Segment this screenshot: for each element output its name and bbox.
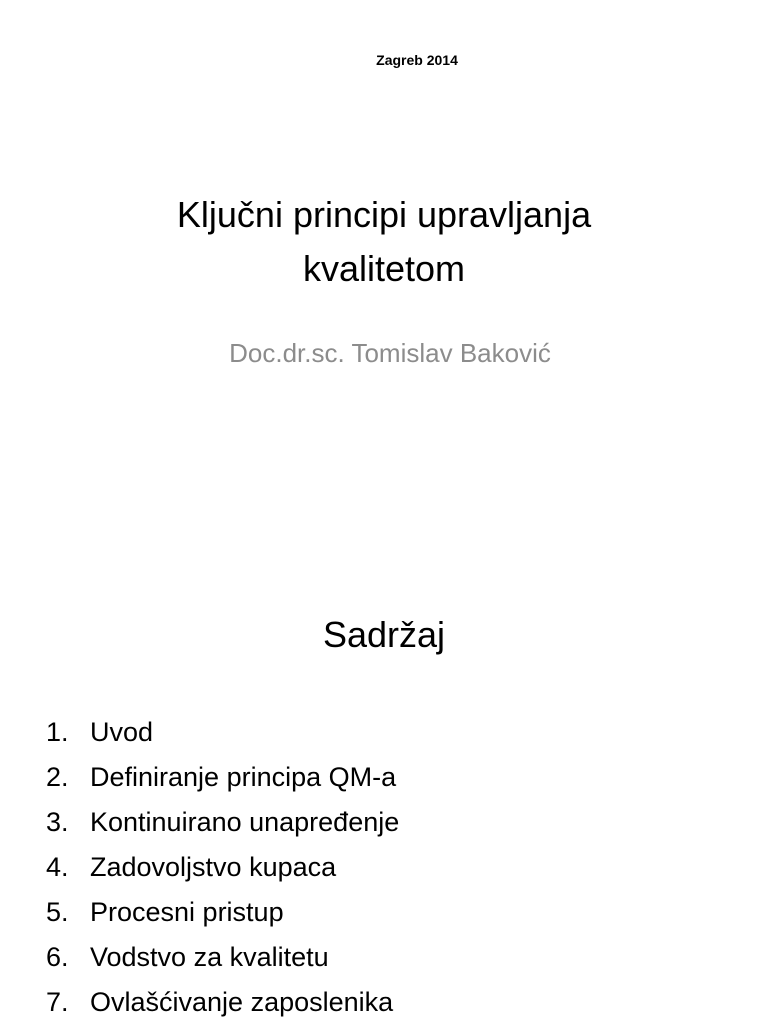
slide-title-line-1: Ključni principi upravljanja	[176, 194, 592, 235]
list-item-label: Zadovoljstvo kupaca	[90, 852, 337, 882]
list-item-label: Definiranje principa QM-a	[90, 762, 397, 792]
list-item-number: 6.	[46, 942, 69, 972]
contents-heading: Sadržaj	[322, 614, 446, 655]
slide-title-line-2: kvalitetom	[302, 248, 466, 289]
list-item	[0, 890, 399, 935]
list-item	[0, 980, 399, 1025]
list-item-label: Procesni pristup	[90, 897, 284, 927]
list-item-label: Uvod	[90, 717, 154, 747]
slide-date: Zagreb 2014	[376, 52, 458, 68]
contents-list	[0, 710, 399, 1025]
list-item	[0, 935, 399, 980]
list-item-number: 3.	[46, 807, 69, 837]
slide-title	[0, 188, 768, 296]
list-item	[0, 845, 399, 890]
list-item-label: Vodstvo za kvalitetu	[90, 942, 329, 972]
list-item-number: 2.	[46, 762, 69, 792]
list-item	[0, 710, 399, 755]
list-item	[0, 800, 399, 845]
list-item-number: 1.	[46, 717, 69, 747]
slide-author: Doc.dr.sc. Tomislav Baković	[229, 338, 551, 368]
list-item-number: 5.	[46, 897, 69, 927]
list-item-label: Kontinuirano unapređenje	[90, 807, 400, 837]
list-item-number: 4.	[46, 852, 69, 882]
contents-slide	[0, 576, 768, 1024]
list-item-label: Ovlašćivanje zaposlenika	[90, 987, 394, 1017]
list-item	[0, 755, 399, 800]
list-item-number: 7.	[46, 987, 69, 1017]
